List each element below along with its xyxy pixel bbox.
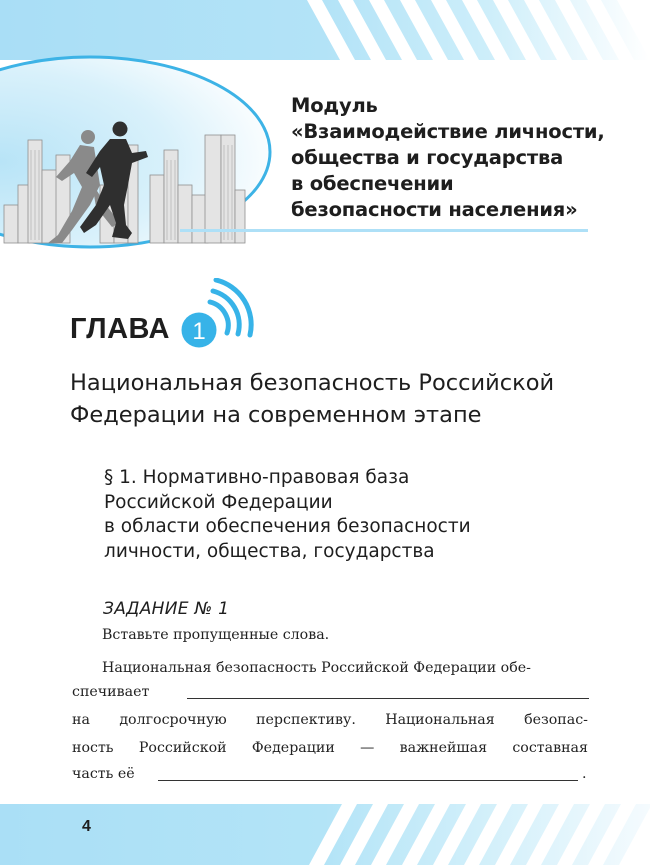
chapter-number-badge-icon: [178, 278, 260, 354]
module-title-line: общества и государства: [291, 146, 564, 169]
section-title-line: личности, общества, государства: [104, 540, 435, 562]
module-title-line: Модуль: [291, 94, 378, 117]
task-text-fragment: .: [582, 766, 587, 782]
word: на: [72, 712, 90, 728]
section-title-line: § 1. Нормативно-правовая база: [104, 467, 410, 488]
task-text-line: Национальная безопасность Российской Федерации обе-: [102, 660, 531, 676]
chapter-number: 1: [192, 318, 206, 345]
word: перспективу.: [256, 712, 356, 728]
chapter-title: [70, 367, 554, 431]
answer-blank-1[interactable]: [187, 698, 589, 699]
chapter-title-line: Федерации на современном этапе: [70, 402, 482, 428]
answer-blank-2[interactable]: [158, 780, 578, 781]
word: Российской: [138, 740, 227, 756]
chapter-label: ГЛАВА: [70, 313, 170, 345]
bottom-decorative-band: [0, 804, 650, 865]
word: безопас-: [524, 712, 588, 728]
task-text-line: [72, 684, 588, 704]
top-decorative-band: [0, 0, 650, 62]
word: Федерации: [251, 740, 335, 756]
module-title-line: «Взаимодействие личности,: [291, 120, 605, 143]
task-text-line: [72, 766, 588, 786]
task-instruction: Вставьте пропущенные слова.: [102, 627, 330, 643]
runners-skyline-illustration: [0, 55, 290, 255]
module-divider-line: [180, 229, 588, 232]
section-title-line: Российской Федерации: [104, 491, 333, 513]
task-heading: ЗАДАНИЕ № 1: [103, 599, 230, 619]
chapter-title-line: Национальная безопасность Российской: [70, 370, 555, 396]
module-title-line: в обеспечении: [291, 172, 454, 195]
word: —: [360, 740, 375, 756]
section-title-line: в области обеспечения безопасности: [104, 516, 471, 537]
module-title-line: безопасности населения»: [291, 198, 578, 221]
task-text-fragment: часть её: [72, 766, 135, 782]
section-title: [104, 466, 471, 564]
task-text-line: [72, 712, 588, 732]
task-text-line: [72, 740, 588, 760]
word: важнейшая: [399, 740, 488, 756]
module-title: [291, 93, 605, 223]
task-text-fragment: спечивает: [72, 684, 150, 700]
word: Национальная: [385, 712, 495, 728]
word: долгосрочную: [119, 712, 227, 728]
word: составная: [512, 740, 588, 756]
page-number: 4: [82, 818, 91, 835]
word: ность: [72, 740, 114, 756]
